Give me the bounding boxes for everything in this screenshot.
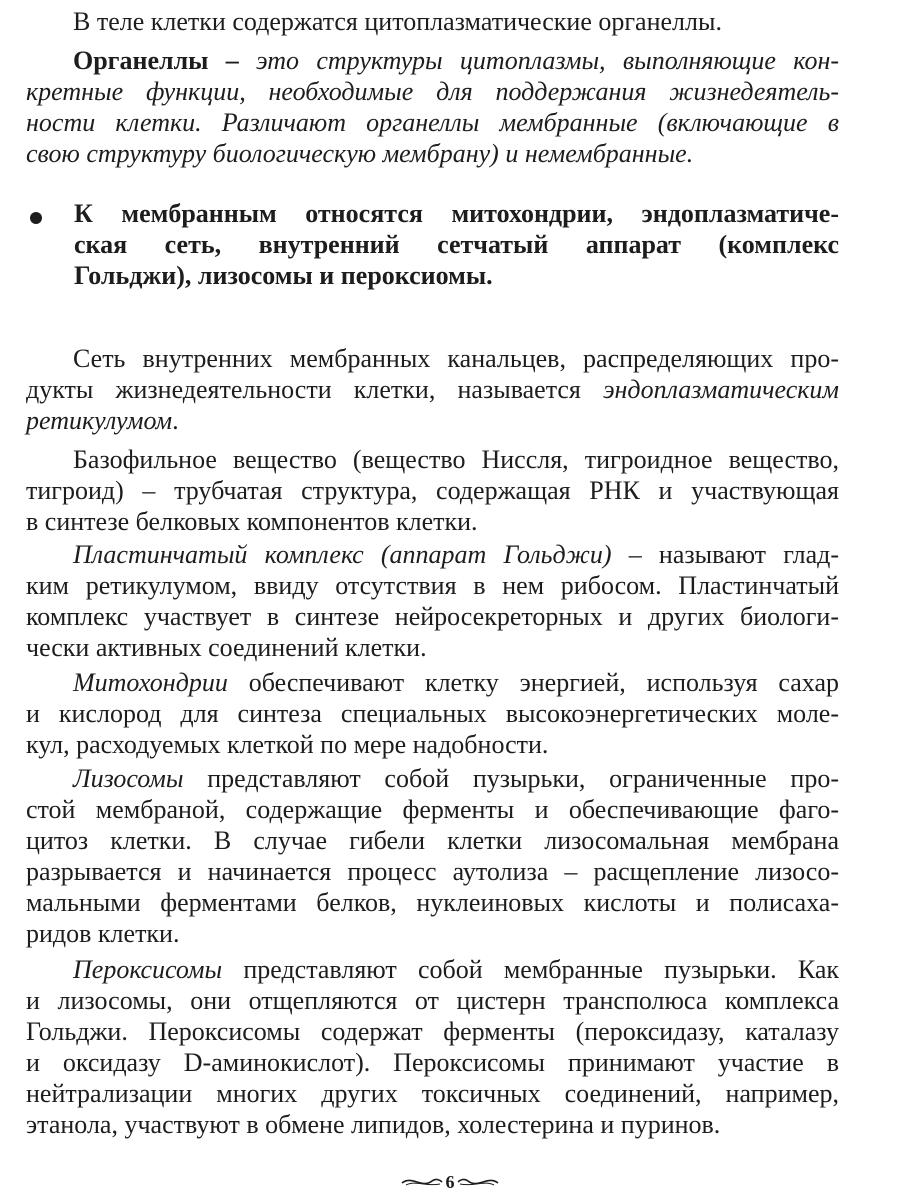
basophil-paragraph: Базофильное вещество (вещество Ниссля, тигроидное вещество, тигроид) – трубчатая структура, содержащая РНК и участвующая в синтезе белковых компонентов клетки. (26, 445, 839, 536)
peroxisomes-paragraph: Пероксисомы представляют собой мембранные пузырьки. Как и лизосомы, они отщепляются от цистерн трансполюса комплекса Гольджи. Пероксисомы содержат ферменты (пероксидазу, каталазу и оксидазу D-аминокислот). Пероксисомы принимают участие в нейтрализации многих других токсичных соединений, например, этанола, участвуют в обмене липидов, холестерина и пуринов. (26, 955, 839, 1139)
right-flourish-icon (458, 1179, 498, 1183)
mitochondria-paragraph: Митохондрии обеспечивают клетку энергией, используя сахар и кислород для синтеза специальных высокоэнергетических моле- кул, расходуемых клеткой по мере надобности. (26, 668, 839, 759)
page-footer (0, 1170, 900, 1194)
er-paragraph: Сеть внутренних мембранных канальцев, распределяющих про- дукты жизнедеятельности клетки, называется эндоплазматическим ретикулумом. (26, 344, 839, 435)
left-flourish-icon (402, 1179, 442, 1183)
intro-sentence: В теле клетки содержатся цитоплазматические органеллы. (73, 7, 722, 36)
lysosomes-paragraph: Лизосомы представляют собой пузырьки, ограниченные про- стой мембраной, содержащие ферменты и обеспечивающие фаго- цитоз клетки. В случае гибели клетки лизосомальная мембрана разрывается и начинается процесс аутолиза – расщепление лизосо- мальными ферментами белков, нуклеиновых кислоты и полисаха- ридов клетки. (26, 764, 839, 948)
golgi-paragraph: Пластинчатый комплекс (аппарат Гольджи) – называют глад- ким ретикулумом, ввиду отсутствия в нем рибосом. Пластинчатый комплекс участвует в синтезе нейросекреторных и других биологи- чески активных соединений клетки. (26, 540, 840, 662)
organelles-definition: Органеллы – это структуры цитоплазмы, выполняющие кон- кретные функции, необходимые для поддержания жизнедеятель- ности клетки. Различают органеллы мембранные (включающие в свою структуру биологическую мембрану) и немембранные. (26, 46, 839, 168)
organelles-term: Органеллы (73, 46, 209, 75)
page-number-ornament (400, 1170, 500, 1192)
page-number: 6 (445, 1172, 455, 1192)
bullet-icon (30, 212, 42, 224)
intro-paragraph (26, 6, 839, 37)
membrane-organelles-bullet: К мембранным относятся митохондрии, эндоплазматиче- ская сеть, внутренний сетчатый аппарат (комплекс Гольджи), лизосомы и пероксиомы. (74, 199, 839, 290)
